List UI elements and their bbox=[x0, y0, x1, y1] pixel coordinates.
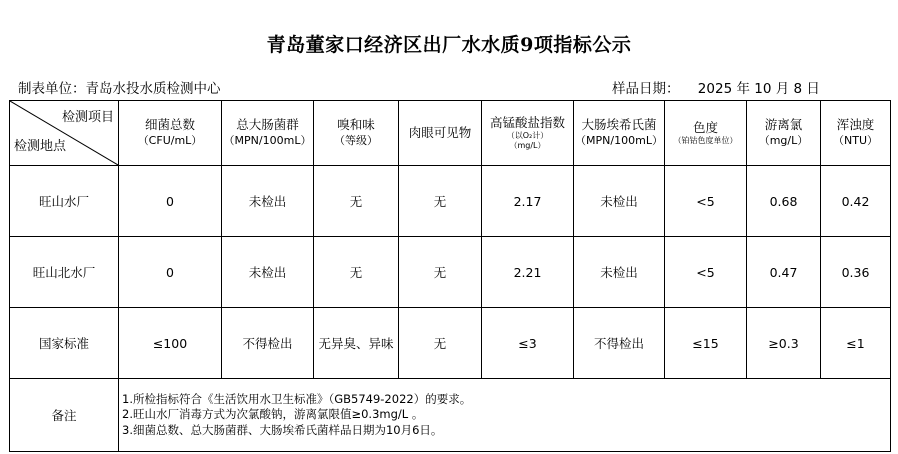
value-cell: 未检出 bbox=[574, 237, 665, 308]
value-cell: 0 bbox=[119, 237, 222, 308]
value-cell: <5 bbox=[665, 237, 747, 308]
value-cell: 未检出 bbox=[574, 166, 665, 237]
value-cell: 0.47 bbox=[747, 237, 821, 308]
header-row bbox=[10, 101, 891, 166]
water-quality-table bbox=[9, 100, 891, 452]
value-cell: 未检出 bbox=[222, 237, 314, 308]
col-header-visible: 肉眼可见物 bbox=[399, 101, 482, 166]
site-cell: 旺山水厂 bbox=[10, 166, 119, 237]
value-cell: 2.21 bbox=[482, 237, 574, 308]
value-cell: <5 bbox=[665, 166, 747, 237]
value-cell: 2.17 bbox=[482, 166, 574, 237]
value-cell: 0.68 bbox=[747, 166, 821, 237]
col-header-color: 色度 （铂钴色度单位） bbox=[665, 101, 747, 166]
col-header-turbidity: 浑浊度 （NTU） bbox=[821, 101, 891, 166]
value-cell: 0.42 bbox=[821, 166, 891, 237]
table-row bbox=[10, 237, 891, 308]
value-cell: 不得检出 bbox=[222, 308, 314, 379]
site-cell: 旺山北水厂 bbox=[10, 237, 119, 308]
value-cell: ≤3 bbox=[482, 308, 574, 379]
value-cell: 无 bbox=[314, 237, 399, 308]
col-header-permanganate: 高锰酸盐指数 （以O₂计） （mg/L） bbox=[482, 101, 574, 166]
value-cell: 无 bbox=[399, 166, 482, 237]
issuing-unit: 制表单位：青岛水投水质检测中心 bbox=[18, 81, 221, 97]
value-cell: 未检出 bbox=[222, 166, 314, 237]
col-header-bacteria: 细菌总数 （CFU/mL） bbox=[119, 101, 222, 166]
col-header-coliform: 总大肠菌群 （MPN/100mL） bbox=[222, 101, 314, 166]
value-cell: 0.36 bbox=[821, 237, 891, 308]
value-cell: 0 bbox=[119, 166, 222, 237]
value-cell: 不得检出 bbox=[574, 308, 665, 379]
note-line: 3.细菌总数、总大肠菌群、大肠埃希氏菌样品日期为10月6日。 bbox=[122, 422, 443, 437]
table-row-standard bbox=[10, 308, 891, 379]
page-title: 青岛董家口经济区出厂水水质9项指标公示 bbox=[266, 34, 632, 56]
col-header-chlorine: 游离氯 （mg/L） bbox=[747, 101, 821, 166]
notes-label: 备注 bbox=[10, 379, 119, 452]
site-cell: 国家标准 bbox=[10, 308, 119, 379]
value-cell: ≤1 bbox=[821, 308, 891, 379]
notes-row bbox=[10, 379, 891, 452]
sample-date bbox=[612, 77, 820, 97]
corner-label-sites: 检测地点 bbox=[14, 139, 67, 154]
value-cell: 无异臭、异味 bbox=[314, 308, 399, 379]
value-cell: ≤100 bbox=[119, 308, 222, 379]
value-cell: 无 bbox=[399, 308, 482, 379]
note-line: 1.所检指标符合《生活饮用水卫生标准》（GB5749-2022）的要求。 bbox=[122, 391, 472, 406]
value-cell: 无 bbox=[314, 166, 399, 237]
note-line: 2.旺山水厂消毒方式为次氯酸钠，游离氯限值≥0.3mg/L 。 bbox=[122, 407, 424, 422]
corner-label-items: 检测项目 bbox=[61, 110, 114, 125]
value-cell: ≥0.3 bbox=[747, 308, 821, 379]
value-cell: 无 bbox=[399, 237, 482, 308]
sample-date-label: 样品日期： bbox=[612, 81, 680, 97]
corner-header bbox=[10, 101, 119, 166]
value-cell: ≤15 bbox=[665, 308, 747, 379]
col-header-ecoli: 大肠埃希氏菌 （MPN/100mL） bbox=[574, 101, 665, 166]
sample-date-value: 2025 年 10 月 8 日 bbox=[697, 81, 820, 97]
table-row bbox=[10, 166, 891, 237]
col-header-odor: 嗅和味 （等级） bbox=[314, 101, 399, 166]
notes-cell bbox=[119, 379, 891, 452]
